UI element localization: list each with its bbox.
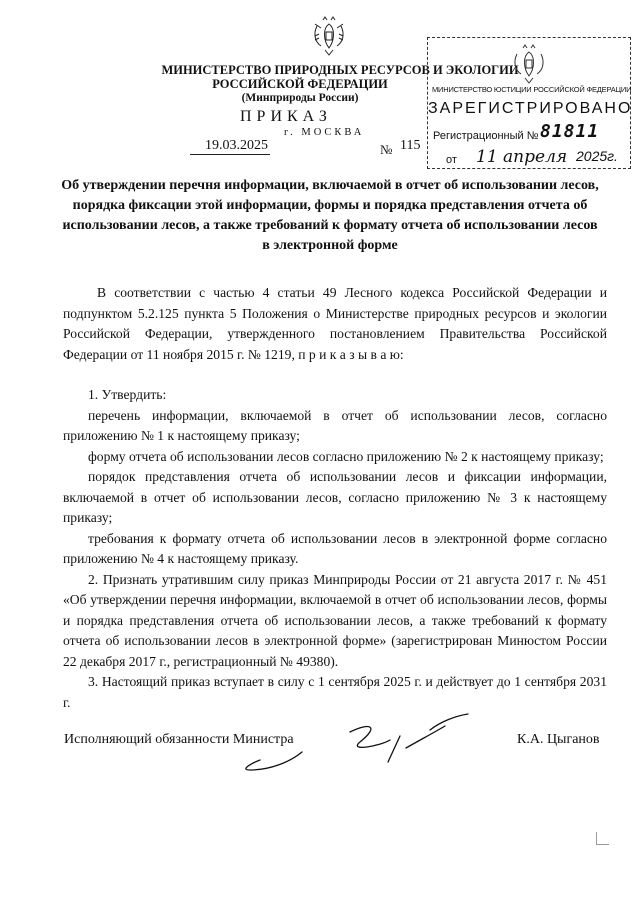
ministry-name-line1: МИНИСТЕРСТВО ПРИРОДНЫХ РЕСУРСОВ И ЭКОЛОГИИ (161, 63, 519, 77)
document-body (63, 283, 607, 713)
ministry-short-name: (Минприроды России) (241, 92, 359, 104)
stamp-coat-of-arms-icon (511, 42, 547, 86)
stamp-org: МИНИСТЕРСТВО ЮСТИЦИИ РОССИЙСКОЙ ФЕДЕРАЦИИ (432, 85, 632, 94)
preamble-paragraph: В соответствии с частью 4 статьи 49 Лесного кодекса Российской Федерации и подпунктом 5.2.125 пункта 5 Положения о Министерстве природных ресурсов и экологии Российской Федерации, утвержденного постановлением Правительства Российской Федерации от 11 ноября 2015 г. № 1219, п р и к а з ы в а ю: (63, 285, 607, 362)
handwritten-signature-icon (230, 712, 480, 782)
document-number: 115 (400, 138, 421, 153)
item-1b-paragraph: форму отчета об использовании лесов согласно приложению № 2 к настоящему приказу; (88, 448, 604, 464)
registration-stamp (427, 37, 631, 169)
signatory-name: К.А. Цыганов (517, 732, 600, 747)
item-1d-paragraph: требования к формату отчета об использовании лесов в электронной форме согласно приложению № 4 к настоящему приказу. (63, 530, 607, 566)
stamp-date-label: от (446, 154, 457, 166)
stamp-date-year: 2025г. (576, 148, 618, 164)
item-1-heading: 1. Утвердить: (88, 387, 167, 402)
item-3-paragraph: 3. Настоящий приказ вступает в силу с 1 сентября 2025 г. и действует до 1 сентября 2031 г. (63, 674, 607, 710)
document-title: Об утверждении перечня информации, включаемой в отчет об использовании лесов, порядка фиксации этой информации, формы и порядка представления отчета об использовании лесов, а также требований к формату отчета об использовании лесов в электронной форме (61, 178, 599, 253)
page-corner-mark (596, 832, 609, 845)
stamp-status: ЗАРЕГИСТРИРОВАНО (428, 100, 633, 117)
date-underline (190, 154, 270, 155)
stamp-reg-number: 81811 (540, 121, 600, 142)
document-date: 19.03.2025 (205, 138, 268, 153)
stamp-date-value: 11 апреля (476, 147, 568, 167)
stamp-reg-label: Регистрационный № (433, 130, 539, 142)
coat-of-arms-icon (311, 14, 347, 58)
ministry-name-line2: РОССИЙСКОЙ ФЕДЕРАЦИИ (212, 77, 388, 91)
item-1a-paragraph: перечень информации, включаемой в отчет об использовании лесов, согласно приложению № 1 к настоящему приказу; (63, 407, 607, 443)
document-city: г. МОСКВА (284, 127, 365, 138)
number-label: № (380, 142, 393, 157)
document-type: ПРИКАЗ (240, 108, 332, 125)
signatory-role: Исполняющий обязанности Министра (64, 732, 294, 747)
item-1c-paragraph: порядок представления отчета об использовании лесов и фиксации информации, включаемой в отчет об использовании лесов, согласно приложению № 3 к настоящему приказу; (63, 469, 607, 525)
item-2-paragraph: 2. Признать утратившим силу приказ Минприроды России от 21 августа 2017 г. № 451 «Об утверждении перечня информации, включаемой в отчет об использовании лесов, формы и порядка представления отчета об использовании лесов, а также требований к формату отчета об использовании лесов в электронной форме» (зарегистрирован Минюстом России 22 декабря 2017 г., регистрационный № 49380). (63, 571, 607, 669)
